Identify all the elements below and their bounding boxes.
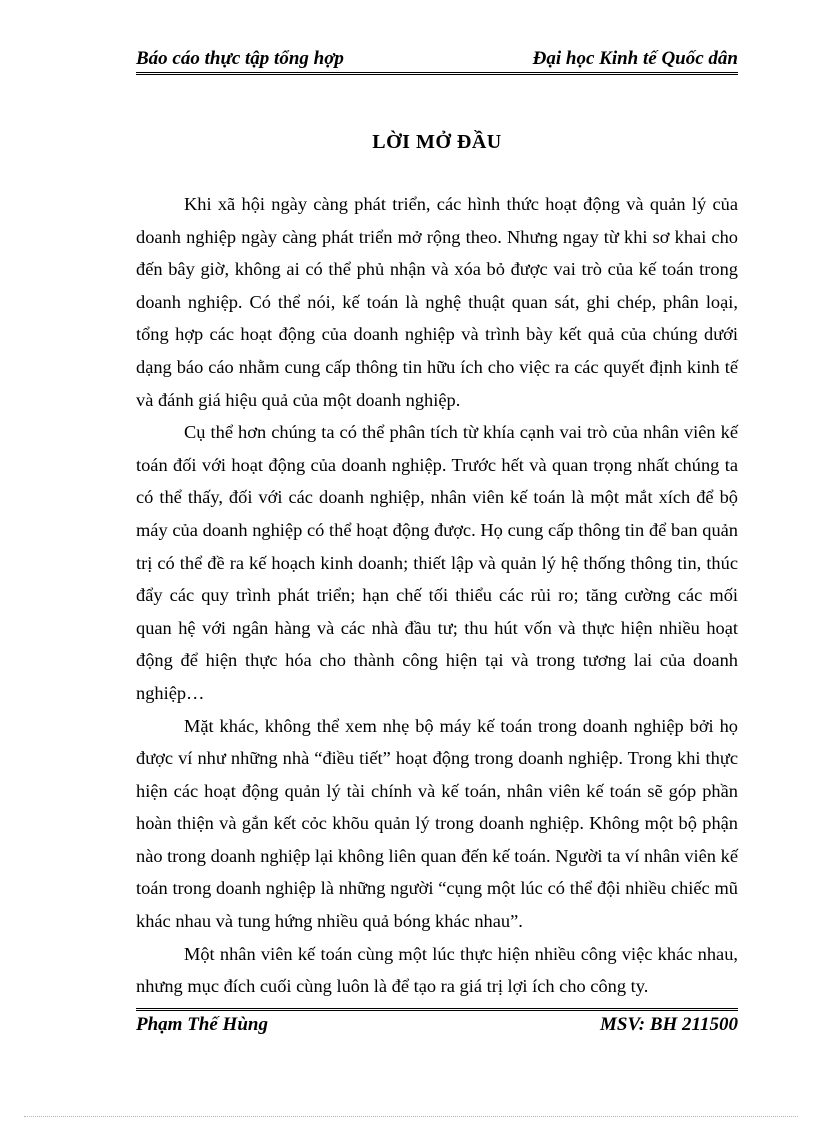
header-university: Đại học Kinh tế Quốc dân bbox=[532, 48, 738, 69]
paragraph-2: Cụ thể hơn chúng ta có thể phân tích từ khía cạnh vai trò của nhân viên kế toán đối với hoạt động của doanh nghiệp. Trước hết và quan trọng nhất chúng ta có thể thấy, đối với các doanh nghiệp, nhân viên kế toán là một mắt xích để bộ máy của doanh nghiệp có thể hoạt động được. Họ cung cấp thông tin để ban quản trị có thể đề ra kế hoạch kinh doanh; thiết lập và quản lý hệ thống thông tin, thúc đẩy các quy trình phát triển; hạn chế tối thiểu các rủi ro; tăng cường các mối quan hệ với ngân hàng và các nhà đầu tư; thu hút vốn và thực hiện nhiều hoạt động để hiện thực hóa cho thành công hiện tại và trong tương lai của doanh nghiệp… bbox=[136, 422, 738, 703]
page-bottom-edge bbox=[24, 1116, 798, 1117]
paragraph-3: Mặt khác, không thể xem nhẹ bộ máy kế toán trong doanh nghiệp bởi họ được ví như những nhà “điều tiết” hoạt động trong doanh nghiệp. Trong khi thực hiện các hoạt động quản lý tài chính và kế toán, nhân viên kế toán sẽ góp phần hoàn thiện và gắn kết cỏc khõu quản lý trong doanh nghiệp. Không một bộ phận nào trong doanh nghiệp lại không liên quan đến kế toán. Người ta ví nhân viên kế toán trong doanh nghiệp là những người “cụng một lúc có thể đội nhiều chiếc mũ khác nhau và tung hứng nhiều quả bóng khác nhau”. bbox=[136, 715, 738, 932]
footer-author: Phạm Thế Hùng bbox=[136, 1014, 268, 1035]
page-header bbox=[136, 46, 738, 75]
paragraph-1: Khi xã hội ngày càng phát triển, các hình thức hoạt động và quản lý của doanh nghiệp ngày càng phát triển mở rộng theo. Nhưng ngay từ khi sơ khai cho đến bây giờ, không ai có thể phủ nhận và xóa bỏ được vai trò của kế toán trong doanh nghiệp. Có thể nói, kế toán là nghệ thuật quan sát, ghi chép, phân loại, tổng hợp các hoạt động của doanh nghiệp và trình bày kết quả của chúng dưới dạng báo cáo nhằm cung cấp thông tin hữu ích cho việc ra các quyết định kinh tế và đánh giá hiệu quả của một doanh nghiệp. bbox=[136, 194, 738, 410]
header-report-title: Báo cáo thực tập tổng hợp bbox=[136, 48, 344, 69]
page-footer bbox=[136, 1014, 738, 1036]
footer-student-id: MSV: BH 211500 bbox=[600, 1014, 738, 1035]
section-title: LỜI MỞ ĐẦU bbox=[372, 131, 502, 153]
body-text bbox=[136, 188, 738, 1003]
footer-divider bbox=[136, 1008, 738, 1011]
paragraph-4: Một nhân viên kế toán cùng một lúc thực hiện nhiều công việc khác nhau, nhưng mục đích cuối cùng luôn là để tạo ra giá trị lợi ích cho công ty. bbox=[136, 943, 738, 997]
